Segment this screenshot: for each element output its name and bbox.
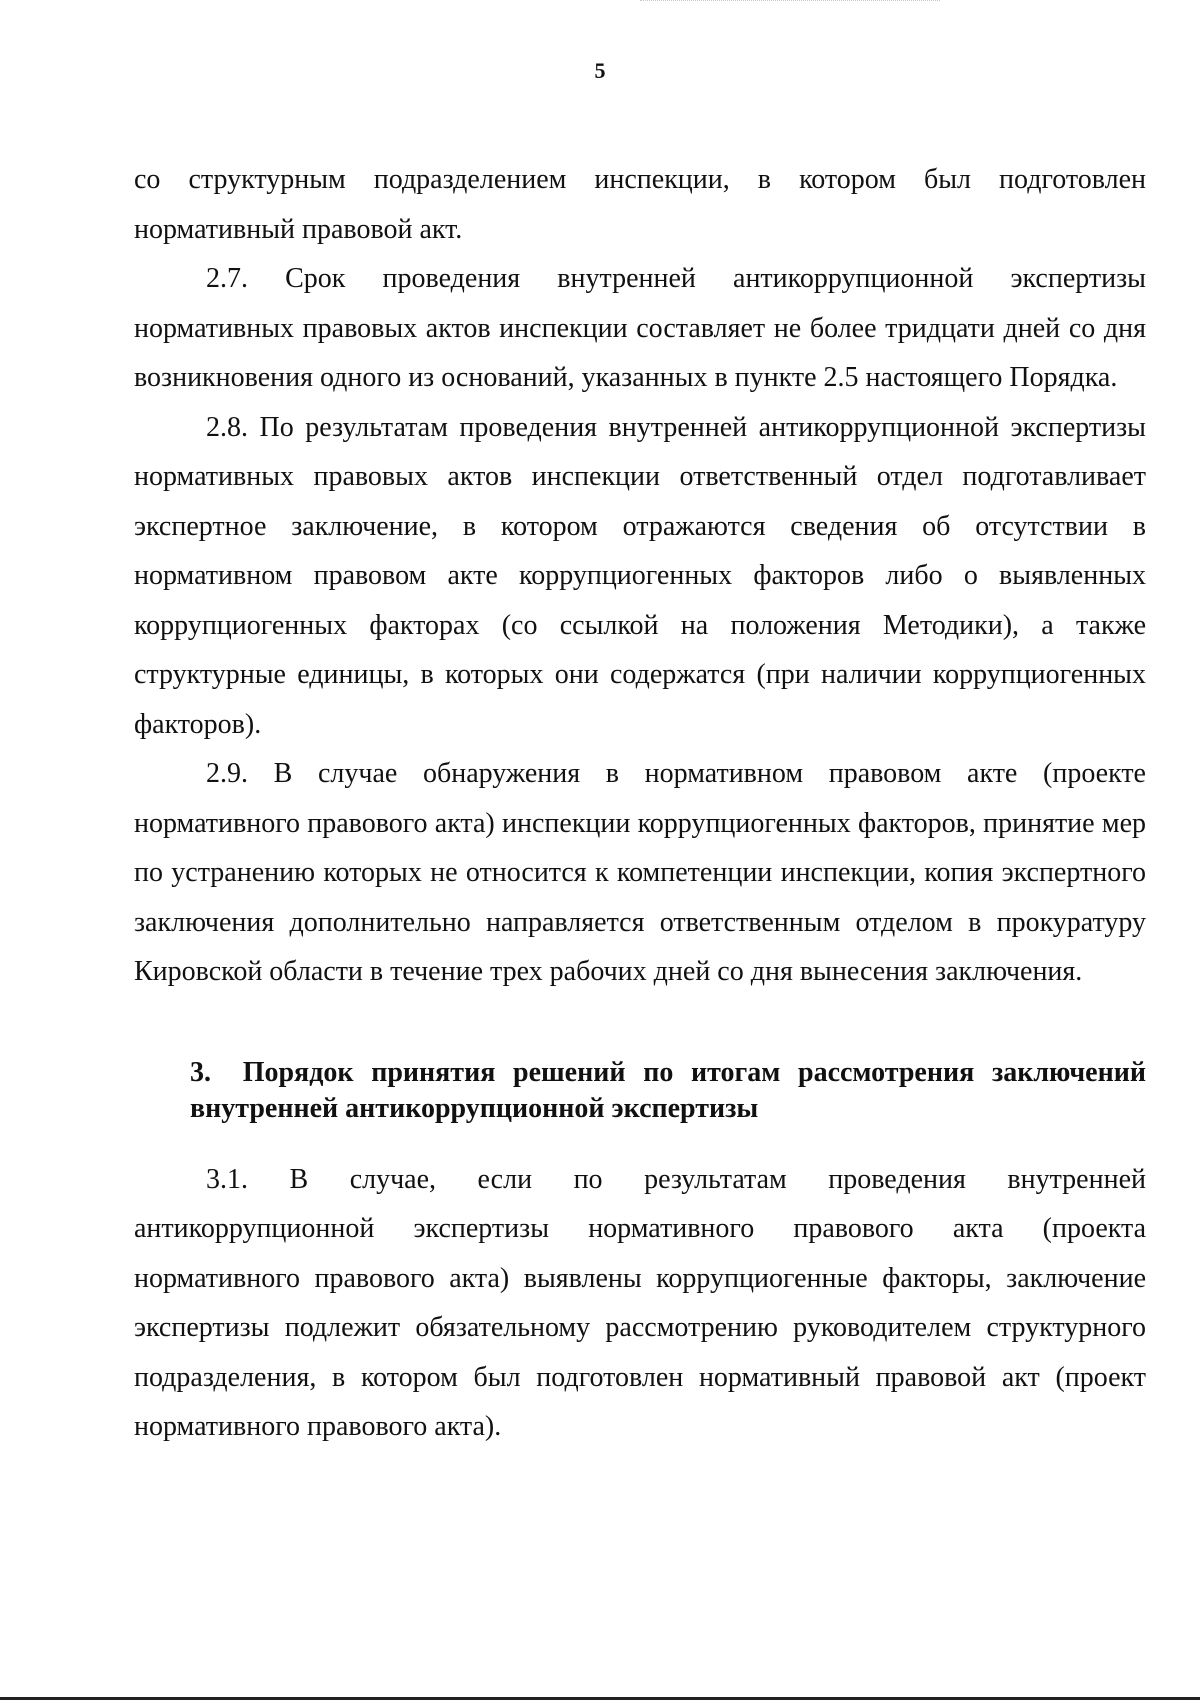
section-3-heading <box>134 1055 1146 1127</box>
paragraph-continuation: со структурным подразделением инспекции, в котором был подготовлен нормативный правовой акт. <box>134 164 1146 245</box>
paragraph-2-8: 2.8. По результатам проведения внутренней антикоррупционной экспертизы нормативных правовых актов инспекции ответственный отдел подготавливает экспертное заключение, в котором отражаются сведения об отсутствии в нормативном правовом акте коррупциогенных факторов либо о выявленных коррупциогенных факторах (со ссылкой на положения Методики), а также структурные единицы, в которых они содержатся (при наличии коррупциогенных факторов). <box>134 411 1146 740</box>
scan-artifact <box>640 0 940 3</box>
paragraph-3-1: 3.1. В случае, если по результатам проведения внутренней антикоррупционной экспертизы нормативного правового акта (проекта нормативного правового акта) выявлены коррупциогенные факторы, заключение экспертизы подлежит обязательному рассмотрению руководителем структурного подразделения, в котором был подготовлен нормативный правовой акт (проект нормативного правового акта). <box>134 1163 1146 1442</box>
paragraph-2-7: 2.7. Срок проведения внутренней антикоррупционной экспертизы нормативных правовых актов инспекции составляет не более тридцати дней со дня возникновения одного из оснований, указанных в пункте 2.5 настоящего Порядка. <box>134 263 1146 393</box>
page-bottom-edge <box>0 1697 1200 1700</box>
paragraph-2-9: 2.9. В случае обнаружения в нормативном правовом акте (проекте нормативного правового акта) инспекции коррупциогенных факторов, принятие мер по устранению которых не относится к компетенции инспекции, копия экспертного заключения дополнительно направляется ответственным отделом в прокуратуру Кировской области в течение трех рабочих дней со дня вынесения заключения. <box>134 758 1146 987</box>
section-3-title: Порядок принятия решений по итогам рассмотрения заключений внутренней антикоррупционной экспертизы <box>190 1056 1147 1124</box>
section-3-number: 3. <box>190 1056 211 1088</box>
page-number: 5 <box>594 58 606 83</box>
document-body <box>134 155 1146 1452</box>
